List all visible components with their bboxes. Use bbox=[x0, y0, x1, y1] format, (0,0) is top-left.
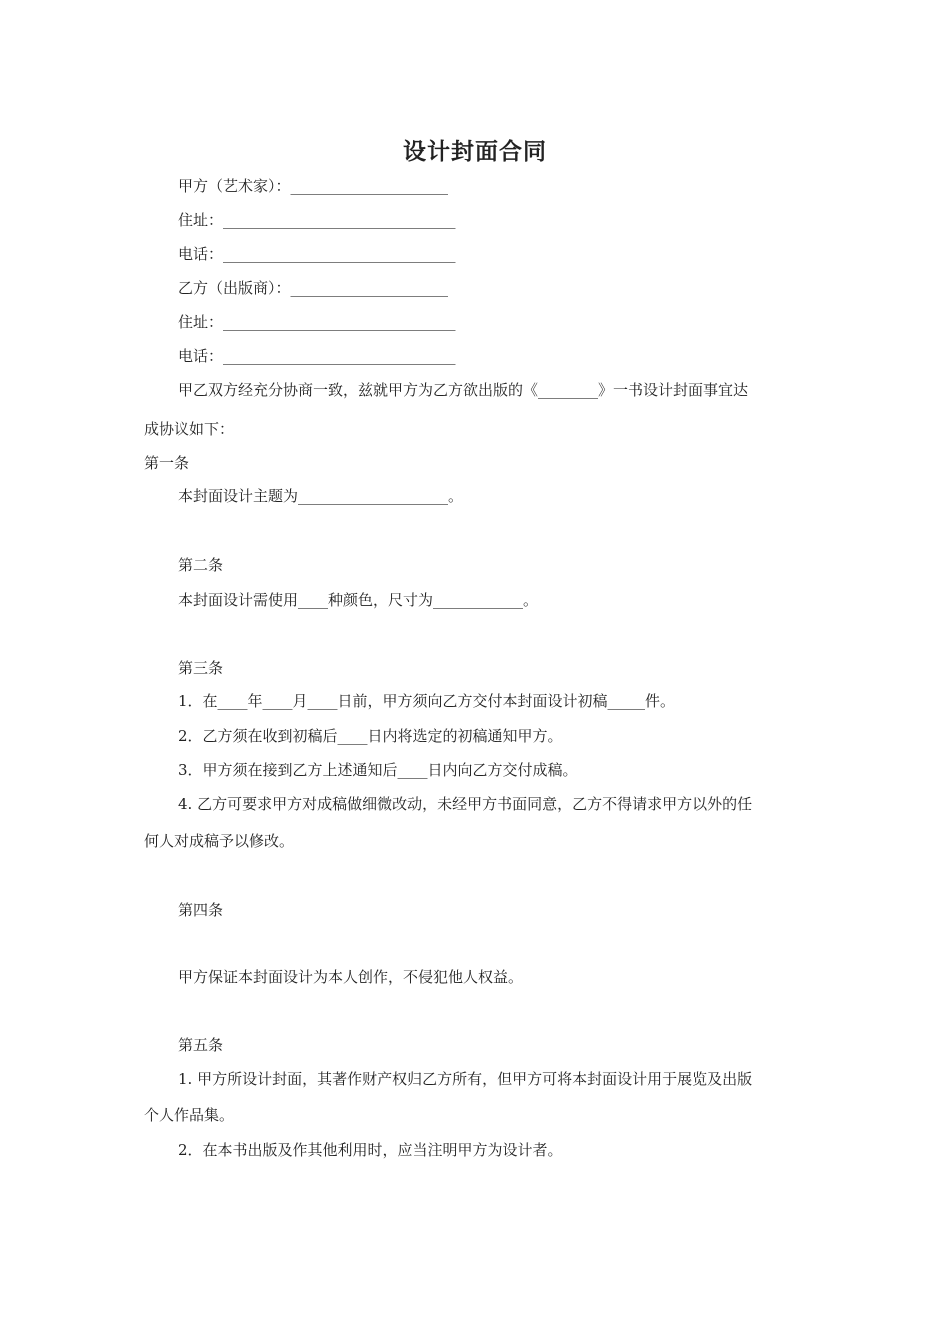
article-3-item-3: 3．甲方须在接到乙方上述通知后____日内向乙方交付成稿。 bbox=[178, 761, 578, 779]
intro-paragraph-line-1: 甲乙双方经充分协商一致，兹就甲方为乙方欲出版的《________》一书设计封面事宜达 bbox=[178, 381, 749, 399]
party-a-line: 甲方（艺术家）：_____________________ bbox=[178, 177, 449, 195]
article-3-heading: 第三条 bbox=[178, 659, 224, 677]
article-3-item-2: 2．乙方须在收到初稿后____日内将选定的初稿通知甲方。 bbox=[178, 727, 563, 745]
party-b-line: 乙方（出版商）：_____________________ bbox=[178, 279, 449, 297]
document-title: 设计封面合同 bbox=[403, 138, 547, 165]
article-5-heading: 第五条 bbox=[178, 1036, 224, 1054]
article-5-item-1-line-2: 个人作品集。 bbox=[144, 1106, 235, 1124]
article-3-item-4-line-1: 4. 乙方可要求甲方对成稿做细微改动，未经甲方书面同意，乙方不得请求甲方以外的任 bbox=[178, 795, 753, 813]
party-a-address-line: 住址：_______________________________ bbox=[178, 211, 456, 229]
intro-paragraph-line-2: 成协议如下： bbox=[144, 420, 235, 438]
article-5-item-1-line-1: 1. 甲方所设计封面，其著作财产权归乙方所有，但甲方可将本封面设计用于展览及出版 bbox=[178, 1070, 753, 1088]
party-b-phone-line: 电话：_______________________________ bbox=[178, 347, 456, 365]
article-4-heading: 第四条 bbox=[178, 901, 224, 919]
article-4-text: 甲方保证本封面设计为本人创作，不侵犯他人权益。 bbox=[178, 968, 524, 986]
party-b-address-line: 住址：_______________________________ bbox=[178, 313, 456, 331]
party-a-phone-line: 电话：_______________________________ bbox=[178, 245, 456, 263]
article-1-heading: 第一条 bbox=[144, 454, 190, 472]
article-3-item-1: 1．在____年____月____日前，甲方须向乙方交付本封面设计初稿_____件。 bbox=[178, 692, 676, 710]
article-5-item-2: 2．在本书出版及作其他利用时，应当注明甲方为设计者。 bbox=[178, 1141, 563, 1159]
article-2-heading: 第二条 bbox=[178, 556, 224, 574]
article-1-text: 本封面设计主题为____________________。 bbox=[178, 487, 464, 505]
article-3-item-4-line-2: 何人对成稿予以修改。 bbox=[144, 832, 295, 850]
article-2-text: 本封面设计需使用____种颜色，尺寸为____________。 bbox=[178, 591, 539, 609]
